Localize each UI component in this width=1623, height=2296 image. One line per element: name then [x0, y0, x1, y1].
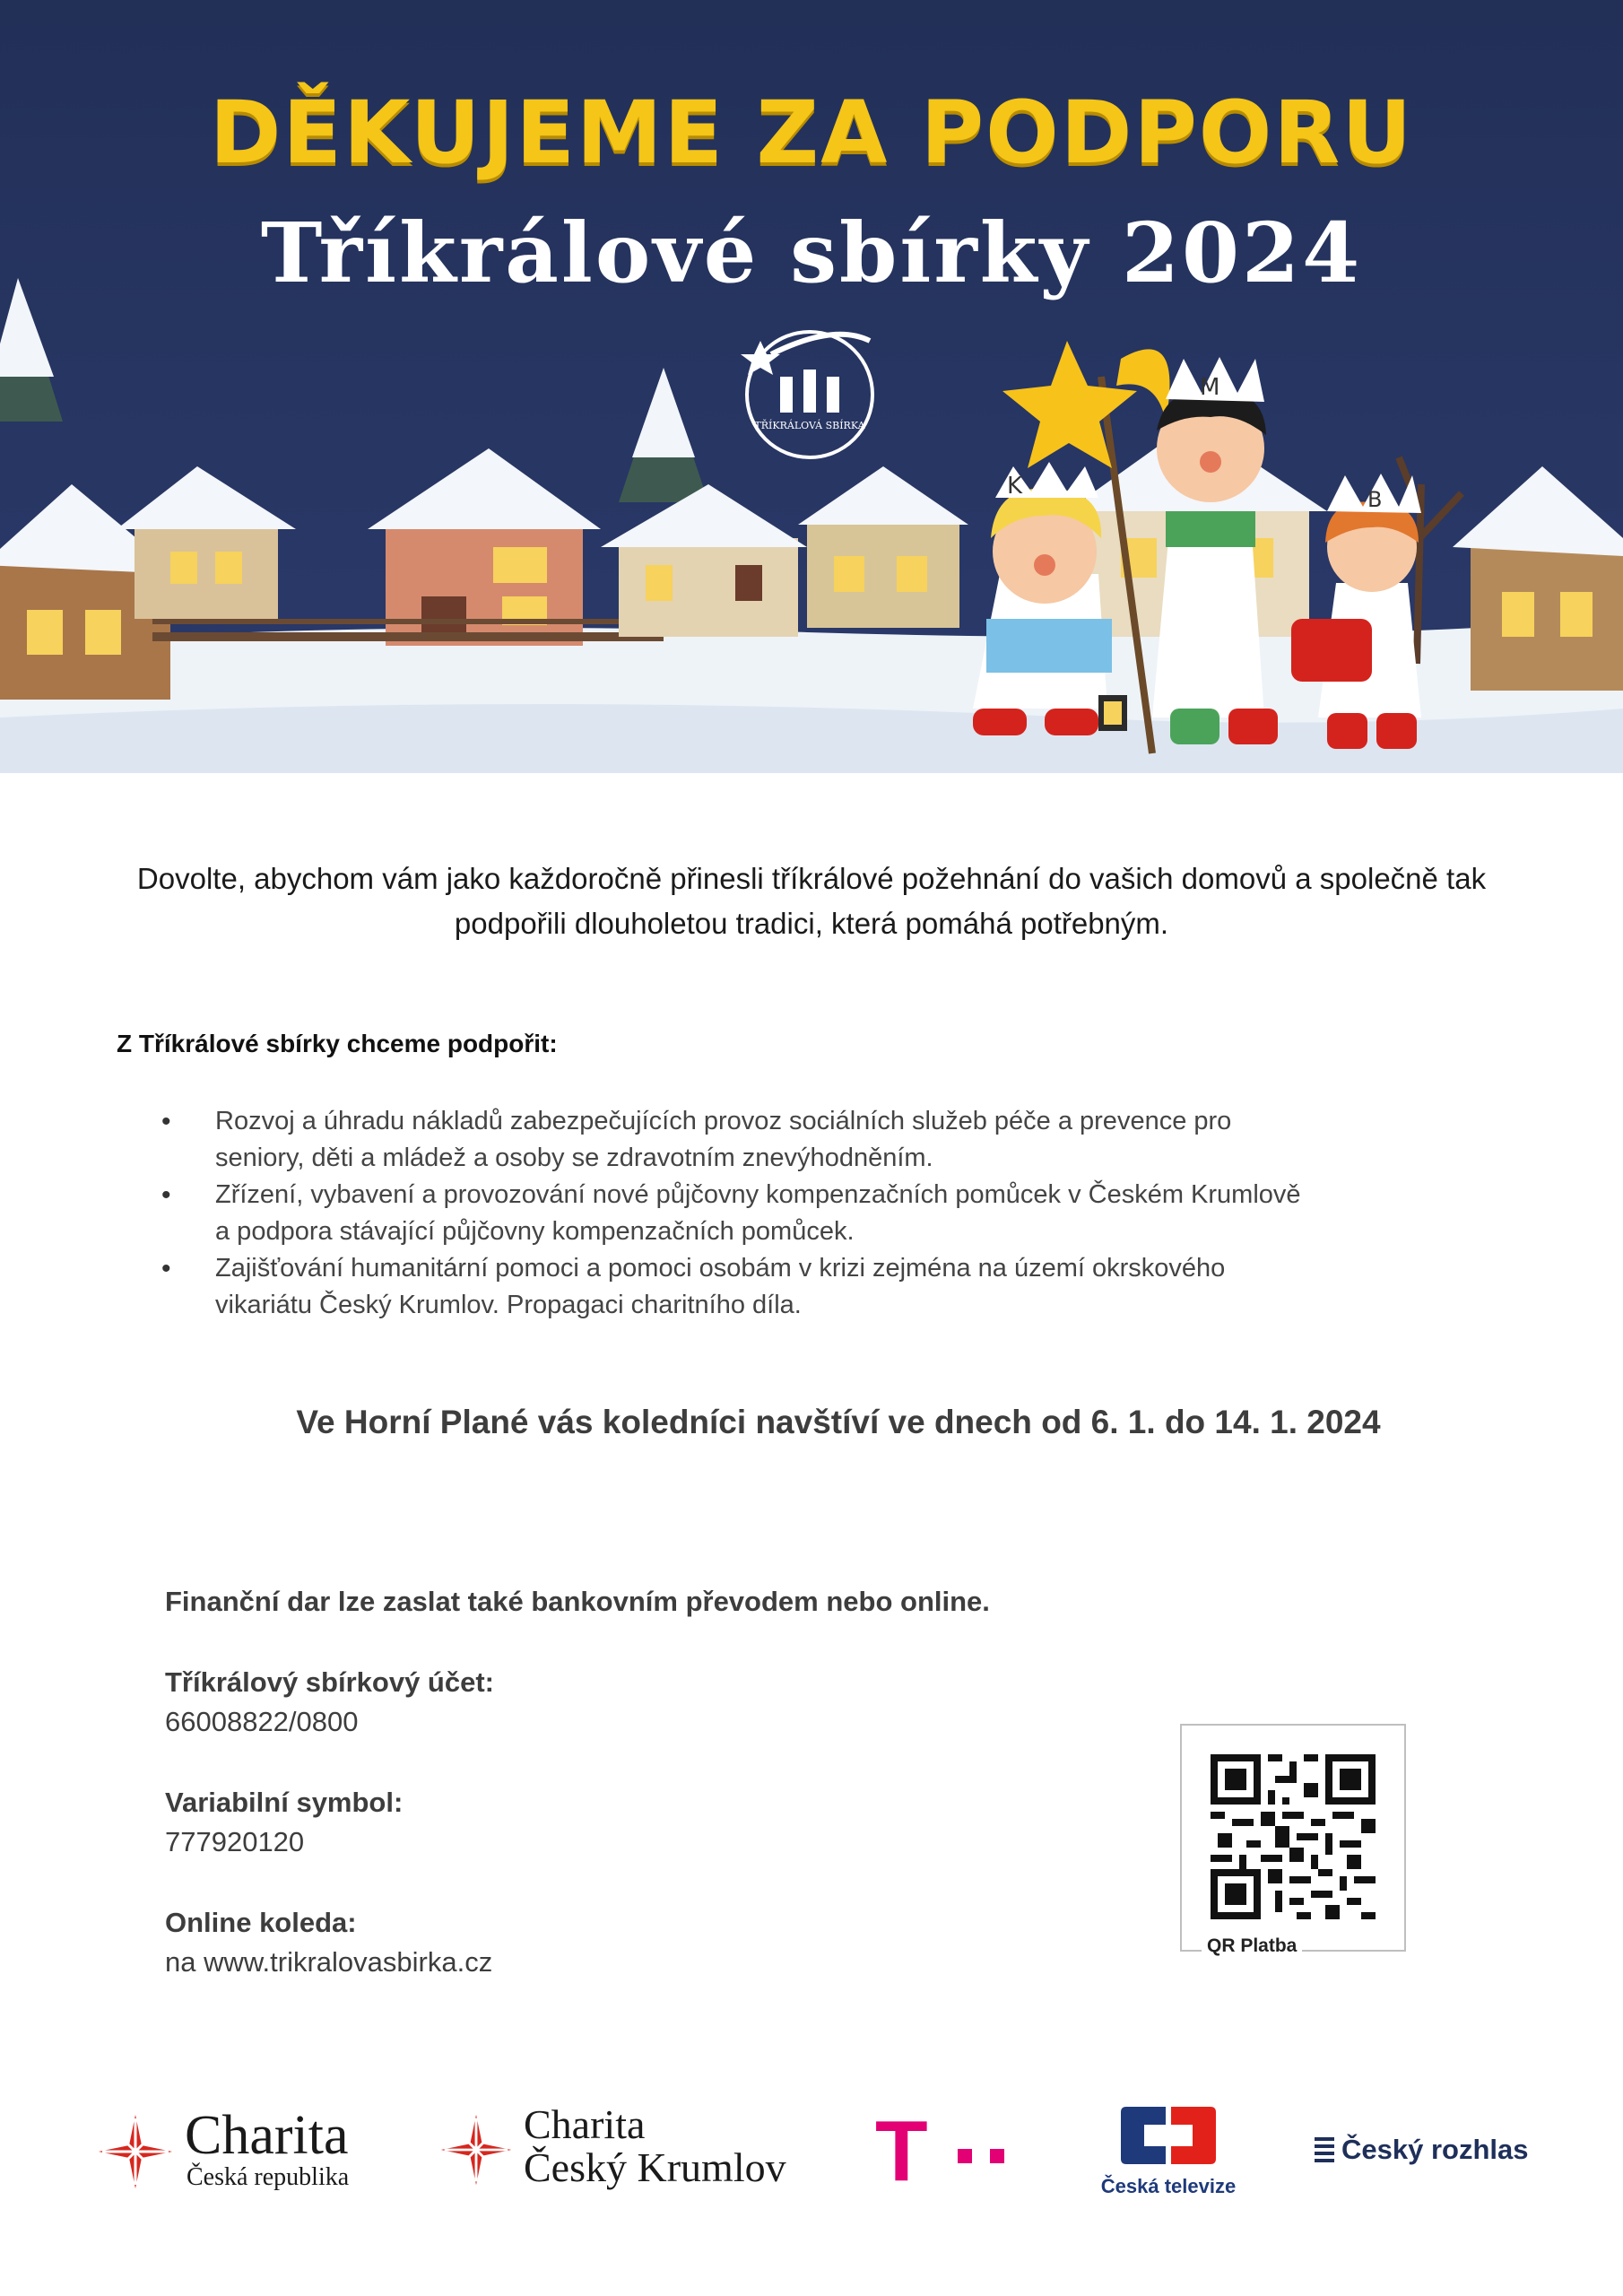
- charita-cr-sub: Česká republika: [187, 2163, 350, 2191]
- rozhlas-name: Český rozhlas: [1341, 2134, 1529, 2165]
- qr-code-icon: [1211, 1754, 1376, 1919]
- charita-ck-line2: Český Krumlov: [524, 2144, 786, 2190]
- bullet-icon: •: [161, 1107, 171, 1136]
- ct-name: Česká televize: [1100, 2175, 1237, 2197]
- list-item-line: vikariátu Český Krumlov. Propagaci charitního díla.: [215, 1291, 802, 1319]
- support-heading: Z Tříkrálové sbírky chceme podpořit:: [117, 1030, 558, 1057]
- list-item-line: Rozvoj a úhradu nákladů zabezpečujících provoz sociálních služeb péče a prevence pro: [215, 1107, 1232, 1135]
- svg-text:K: K: [1007, 473, 1023, 500]
- telekom-logo[interactable]: [875, 2103, 1019, 2199]
- intro-line-2: podpořili dlouholetou tradici, která pomáhá potřebným.: [454, 907, 1169, 940]
- charita-cr-logo[interactable]: [95, 2105, 391, 2197]
- cesky-rozhlas-logo[interactable]: [1315, 2130, 1539, 2175]
- charita-cross-icon: [438, 2111, 515, 2188]
- donation-intro: Finanční dar lze zaslat také bankovním převodem nebo online.: [165, 1586, 990, 1617]
- telekom-t-icon: T: [875, 2103, 928, 2199]
- charita-cross-icon: [95, 2111, 176, 2192]
- charita-ck-logo[interactable]: [438, 2102, 814, 2201]
- support-list: [161, 1103, 1363, 1324]
- telekom-dot-icon: [990, 2149, 1004, 2163]
- header-banner: [0, 0, 1623, 773]
- list-item-line: seniory, děti a mládež a osoby se zdravotním znevýhodněním.: [215, 1144, 933, 1172]
- visit-dates: Ve Horní Plané vás koledníci navštíví ve dnech od 6. 1. do 14. 1. 2024: [296, 1404, 1381, 1440]
- list-item-line: a podpora stávající půjčovny kompenzačních pomůcek.: [215, 1217, 855, 1246]
- variable-symbol-label: Variabilní symbol:: [165, 1787, 404, 1818]
- ceska-televize-logo[interactable]: [1083, 2103, 1254, 2202]
- charita-cr-name: Charita: [185, 2105, 349, 2166]
- svg-text:M: M: [1200, 374, 1220, 401]
- ct-icon: [1119, 2103, 1218, 2168]
- account-label: Tříkrálový sbírkový účet:: [165, 1666, 494, 1698]
- bullet-icon: •: [161, 1254, 171, 1283]
- qr-payment-box[interactable]: [1180, 1724, 1406, 1956]
- bullet-icon: •: [161, 1180, 171, 1210]
- list-item: [161, 1250, 1363, 1324]
- banner-title: DĚKUJEME ZA PODPORU: [209, 83, 1414, 183]
- list-item-line: Zřízení, vybavení a provozování nové půjčovny kompenzačních pomůcek v Českém Krumlově: [215, 1180, 1301, 1209]
- variable-symbol-value: 777920120: [165, 1826, 305, 1857]
- qr-label: QR Platba: [1202, 1935, 1302, 1957]
- charita-ck-line1: Charita: [524, 2101, 646, 2147]
- list-item: [161, 1103, 1363, 1177]
- intro-paragraph: [108, 857, 1515, 946]
- svg-text:B: B: [1367, 487, 1383, 512]
- intro-line-1: Dovolte, abychom vám jako každoročně přinesli tříkrálové požehnání do vašich domovů a společně tak: [136, 862, 1487, 895]
- telekom-dot-icon: [958, 2149, 972, 2163]
- online-link[interactable]: na www.trikralovasbirka.cz: [165, 1946, 493, 1978]
- list-item-line: Zajišťování humanitární pomoci a pomoci osobám v krizi zejména na území okrskového: [215, 1254, 1226, 1283]
- svg-text:TŘÍKRÁLOVÁ SBÍRKA: TŘÍKRÁLOVÁ SBÍRKA: [754, 420, 865, 431]
- online-label: Online koleda:: [165, 1907, 357, 1938]
- rozhlas-lines-icon: [1315, 2137, 1334, 2164]
- account-number: 66008822/0800: [165, 1706, 359, 1737]
- list-item: [161, 1177, 1363, 1250]
- banner-subtitle: Tříkrálové sbírky 2024: [260, 204, 1363, 301]
